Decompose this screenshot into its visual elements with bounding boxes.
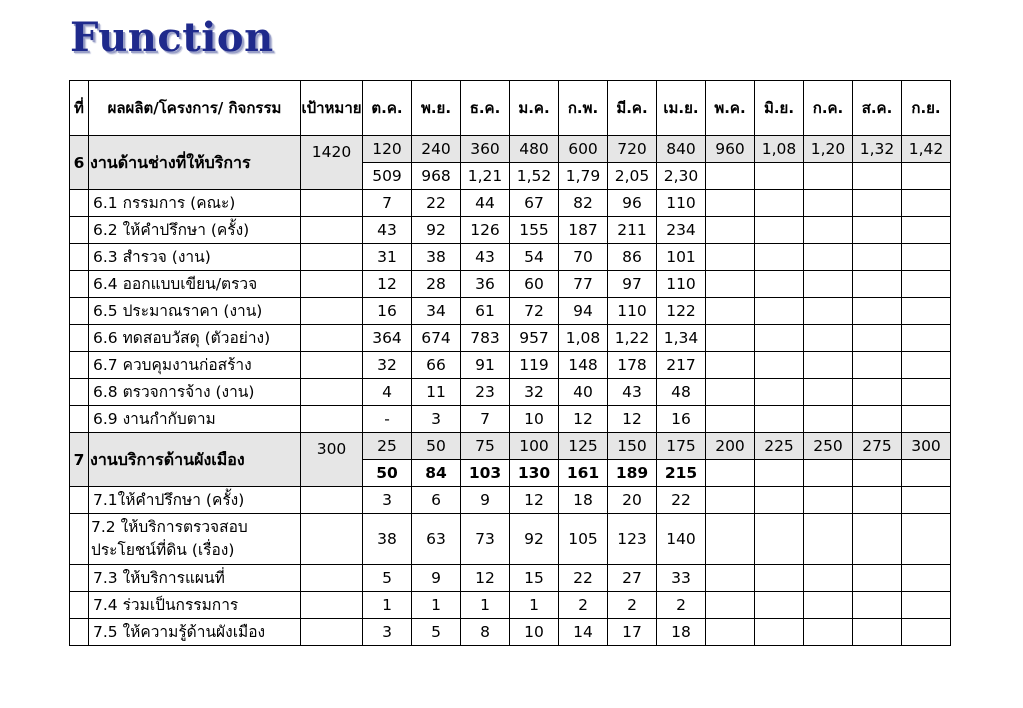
item-label: 7.3 ให้บริการแผนที่	[89, 565, 301, 592]
empty-number-cell	[70, 190, 89, 217]
plan-value-cell: 480	[510, 136, 559, 163]
value-cell: 126	[461, 217, 510, 244]
value-cell: 16	[657, 406, 706, 433]
empty-target-cell	[301, 190, 363, 217]
header-month: ก.ค.	[804, 81, 853, 136]
plan-value-cell: 840	[657, 136, 706, 163]
value-cell	[706, 487, 755, 514]
empty-number-cell	[70, 487, 89, 514]
value-cell	[853, 565, 902, 592]
plan-value-cell: 50	[412, 433, 461, 460]
actual-value-cell	[706, 460, 755, 487]
empty-number-cell	[70, 514, 89, 565]
value-cell: 364	[363, 325, 412, 352]
value-cell	[804, 406, 853, 433]
value-cell	[706, 379, 755, 406]
item-label: 7.4 ร่วมเป็นกรรมการ	[89, 592, 301, 619]
actual-value-cell: 161	[559, 460, 608, 487]
table-row	[70, 487, 951, 514]
plan-value-cell: 1,08	[755, 136, 804, 163]
header-month: ส.ค.	[853, 81, 902, 136]
table-row	[70, 217, 951, 244]
value-cell: 12	[559, 406, 608, 433]
plan-value-cell: 720	[608, 136, 657, 163]
value-cell: 43	[608, 379, 657, 406]
table-row	[70, 592, 951, 619]
header-row	[70, 81, 951, 136]
value-cell: 86	[608, 244, 657, 271]
value-cell: 17	[608, 619, 657, 646]
header-month: ธ.ค.	[461, 81, 510, 136]
value-cell: 38	[363, 514, 412, 565]
value-cell: 94	[559, 298, 608, 325]
table-row	[70, 298, 951, 325]
value-cell	[902, 244, 951, 271]
value-cell: 1,22	[608, 325, 657, 352]
value-cell: 119	[510, 352, 559, 379]
value-cell: 72	[510, 298, 559, 325]
plan-value-cell: 1,32	[853, 136, 902, 163]
header-item: ผลผลิต/โครงการ/ กิจกรรม	[89, 81, 301, 136]
value-cell	[755, 298, 804, 325]
plan-value-cell: 150	[608, 433, 657, 460]
value-cell	[853, 487, 902, 514]
table-row	[70, 325, 951, 352]
value-cell: 23	[461, 379, 510, 406]
empty-target-cell	[301, 244, 363, 271]
value-cell: 66	[412, 352, 461, 379]
value-cell: 40	[559, 379, 608, 406]
value-cell: 123	[608, 514, 657, 565]
value-cell	[853, 514, 902, 565]
header-month: ก.ย.	[902, 81, 951, 136]
item-label: 6.1 กรรมการ (คณะ)	[89, 190, 301, 217]
section-target: 300	[301, 433, 363, 487]
value-cell: 9	[412, 565, 461, 592]
value-cell: 1	[363, 592, 412, 619]
actual-value-cell: 968	[412, 163, 461, 190]
empty-target-cell	[301, 352, 363, 379]
value-cell: 28	[412, 271, 461, 298]
empty-number-cell	[70, 406, 89, 433]
value-cell: 122	[657, 298, 706, 325]
value-cell	[755, 565, 804, 592]
value-cell	[706, 619, 755, 646]
value-cell	[853, 325, 902, 352]
value-cell	[853, 619, 902, 646]
value-cell: 140	[657, 514, 706, 565]
value-cell: 54	[510, 244, 559, 271]
item-label: 7.2 ให้บริการตรวจสอบประโยชน์ที่ดิน (เรื่อง)	[89, 514, 301, 565]
plan-value-cell: 225	[755, 433, 804, 460]
empty-target-cell	[301, 271, 363, 298]
empty-number-cell	[70, 619, 89, 646]
header-month: ม.ค.	[510, 81, 559, 136]
item-label: 7.5 ให้ความรู้ด้านผังเมือง	[89, 619, 301, 646]
section-plan-row	[70, 433, 951, 460]
value-cell: 957	[510, 325, 559, 352]
value-cell	[804, 565, 853, 592]
value-cell	[706, 217, 755, 244]
value-cell: 18	[559, 487, 608, 514]
value-cell: 12	[363, 271, 412, 298]
empty-number-cell	[70, 271, 89, 298]
item-label: 6.7 ควบคุมงานก่อสร้าง	[89, 352, 301, 379]
value-cell	[804, 592, 853, 619]
plan-value-cell: 200	[706, 433, 755, 460]
value-cell: 22	[559, 565, 608, 592]
actual-value-cell	[853, 163, 902, 190]
plan-value-cell: 125	[559, 433, 608, 460]
header-month: เม.ย.	[657, 81, 706, 136]
empty-target-cell	[301, 325, 363, 352]
value-cell: 2	[657, 592, 706, 619]
header-target: เป้าหมาย	[301, 81, 363, 136]
value-cell	[902, 325, 951, 352]
plan-value-cell: 960	[706, 136, 755, 163]
item-label: 6.4 ออกแบบเขียน/ตรวจ	[89, 271, 301, 298]
empty-number-cell	[70, 298, 89, 325]
plan-value-cell: 100	[510, 433, 559, 460]
value-cell	[755, 217, 804, 244]
value-cell: 10	[510, 406, 559, 433]
value-cell: 67	[510, 190, 559, 217]
empty-number-cell	[70, 565, 89, 592]
actual-value-cell: 215	[657, 460, 706, 487]
value-cell: 4	[363, 379, 412, 406]
value-cell: 3	[363, 619, 412, 646]
value-cell: 10	[510, 619, 559, 646]
value-cell: 33	[657, 565, 706, 592]
section-name: งานด้านช่างที่ให้บริการ	[89, 136, 301, 190]
empty-target-cell	[301, 565, 363, 592]
value-cell: 16	[363, 298, 412, 325]
value-cell	[902, 271, 951, 298]
header-no: ที่	[70, 81, 89, 136]
table-row	[70, 565, 951, 592]
value-cell	[902, 619, 951, 646]
value-cell: 110	[608, 298, 657, 325]
value-cell: 43	[363, 217, 412, 244]
value-cell: 27	[608, 565, 657, 592]
value-cell: 15	[510, 565, 559, 592]
value-cell	[755, 592, 804, 619]
value-cell: 12	[608, 406, 657, 433]
value-cell	[804, 514, 853, 565]
value-cell: 1	[510, 592, 559, 619]
plan-value-cell: 120	[363, 136, 412, 163]
value-cell: 11	[412, 379, 461, 406]
value-cell: 82	[559, 190, 608, 217]
value-cell	[804, 244, 853, 271]
empty-number-cell	[70, 217, 89, 244]
value-cell	[755, 244, 804, 271]
actual-value-cell	[902, 163, 951, 190]
value-cell	[804, 487, 853, 514]
plan-value-cell: 300	[902, 433, 951, 460]
actual-value-cell: 189	[608, 460, 657, 487]
value-cell	[755, 190, 804, 217]
value-cell: 5	[412, 619, 461, 646]
value-cell	[755, 406, 804, 433]
table-row	[70, 352, 951, 379]
value-cell: 8	[461, 619, 510, 646]
value-cell	[706, 190, 755, 217]
value-cell	[804, 619, 853, 646]
section-name: งานบริการด้านผังเมือง	[89, 433, 301, 487]
actual-value-cell: 509	[363, 163, 412, 190]
value-cell	[853, 592, 902, 619]
value-cell	[853, 298, 902, 325]
actual-value-cell: 84	[412, 460, 461, 487]
actual-value-cell	[853, 460, 902, 487]
value-cell	[853, 271, 902, 298]
actual-value-cell: 50	[363, 460, 412, 487]
value-cell	[706, 592, 755, 619]
value-cell: 783	[461, 325, 510, 352]
header-month: ก.พ.	[559, 81, 608, 136]
value-cell: 155	[510, 217, 559, 244]
value-cell	[853, 190, 902, 217]
value-cell: 14	[559, 619, 608, 646]
header-month: ต.ค.	[363, 81, 412, 136]
value-cell	[902, 514, 951, 565]
value-cell: 12	[510, 487, 559, 514]
empty-target-cell	[301, 592, 363, 619]
empty-target-cell	[301, 487, 363, 514]
header-month: พ.ค.	[706, 81, 755, 136]
value-cell: 7	[363, 190, 412, 217]
actual-value-cell	[755, 460, 804, 487]
value-cell: 12	[461, 565, 510, 592]
value-cell: 3	[363, 487, 412, 514]
value-cell: 110	[657, 271, 706, 298]
empty-target-cell	[301, 514, 363, 565]
plan-value-cell: 25	[363, 433, 412, 460]
actual-value-cell: 2,30	[657, 163, 706, 190]
plan-value-cell: 1,20	[804, 136, 853, 163]
value-cell	[853, 406, 902, 433]
value-cell: 6	[412, 487, 461, 514]
actual-value-cell	[804, 163, 853, 190]
value-cell	[902, 565, 951, 592]
section-target: 1420	[301, 136, 363, 190]
value-cell	[755, 487, 804, 514]
value-cell	[853, 217, 902, 244]
table-row	[70, 406, 951, 433]
empty-target-cell	[301, 298, 363, 325]
value-cell: 96	[608, 190, 657, 217]
value-cell	[804, 352, 853, 379]
value-cell: 18	[657, 619, 706, 646]
value-cell	[706, 298, 755, 325]
value-cell	[706, 325, 755, 352]
plan-value-cell: 175	[657, 433, 706, 460]
table-row	[70, 514, 951, 565]
empty-target-cell	[301, 379, 363, 406]
item-label: 6.5 ประมาณราคา (งาน)	[89, 298, 301, 325]
value-cell: 97	[608, 271, 657, 298]
section-plan-row	[70, 136, 951, 163]
value-cell: 674	[412, 325, 461, 352]
page-title: Function	[70, 14, 274, 61]
value-cell	[755, 619, 804, 646]
actual-value-cell: 1,52	[510, 163, 559, 190]
value-cell	[902, 379, 951, 406]
value-cell	[902, 298, 951, 325]
item-label: 6.3 สำรวจ (งาน)	[89, 244, 301, 271]
plan-value-cell: 600	[559, 136, 608, 163]
value-cell: 48	[657, 379, 706, 406]
value-cell: 63	[412, 514, 461, 565]
value-cell: 92	[412, 217, 461, 244]
value-cell: 110	[657, 190, 706, 217]
value-cell	[804, 325, 853, 352]
empty-target-cell	[301, 619, 363, 646]
actual-value-cell	[706, 163, 755, 190]
value-cell: 1	[461, 592, 510, 619]
value-cell: 217	[657, 352, 706, 379]
value-cell	[755, 352, 804, 379]
empty-number-cell	[70, 592, 89, 619]
value-cell	[804, 217, 853, 244]
plan-value-cell: 250	[804, 433, 853, 460]
actual-value-cell: 103	[461, 460, 510, 487]
header-month: มี.ค.	[608, 81, 657, 136]
value-cell: 91	[461, 352, 510, 379]
table-row	[70, 379, 951, 406]
empty-target-cell	[301, 217, 363, 244]
plan-value-cell: 275	[853, 433, 902, 460]
value-cell: 148	[559, 352, 608, 379]
value-cell	[755, 271, 804, 298]
value-cell: 60	[510, 271, 559, 298]
value-cell: 2	[559, 592, 608, 619]
value-cell	[706, 565, 755, 592]
value-cell	[902, 592, 951, 619]
value-cell	[902, 487, 951, 514]
header-month: พ.ย.	[412, 81, 461, 136]
table-row	[70, 271, 951, 298]
value-cell: 9	[461, 487, 510, 514]
table-row	[70, 244, 951, 271]
value-cell	[902, 406, 951, 433]
value-cell	[853, 244, 902, 271]
value-cell	[706, 514, 755, 565]
item-label: 6.6 ทดสอบวัสดุ (ตัวอย่าง)	[89, 325, 301, 352]
value-cell	[804, 379, 853, 406]
value-cell	[706, 244, 755, 271]
plan-value-cell: 360	[461, 136, 510, 163]
value-cell: 1	[412, 592, 461, 619]
value-cell: 3	[412, 406, 461, 433]
value-cell	[804, 271, 853, 298]
plan-value-cell: 1,42	[902, 136, 951, 163]
value-cell: 77	[559, 271, 608, 298]
value-cell: 32	[510, 379, 559, 406]
actual-value-cell	[804, 460, 853, 487]
actual-value-cell: 1,79	[559, 163, 608, 190]
function-table	[69, 80, 951, 646]
actual-value-cell: 2,05	[608, 163, 657, 190]
value-cell: 36	[461, 271, 510, 298]
section-number: 7	[70, 433, 89, 487]
value-cell: 92	[510, 514, 559, 565]
value-cell: 22	[412, 190, 461, 217]
value-cell	[902, 190, 951, 217]
value-cell	[755, 514, 804, 565]
value-cell: 1,34	[657, 325, 706, 352]
value-cell: 234	[657, 217, 706, 244]
value-cell	[706, 406, 755, 433]
value-cell	[902, 217, 951, 244]
value-cell	[804, 190, 853, 217]
value-cell	[706, 352, 755, 379]
actual-value-cell: 1,21	[461, 163, 510, 190]
empty-number-cell	[70, 352, 89, 379]
value-cell: 32	[363, 352, 412, 379]
plan-value-cell: 75	[461, 433, 510, 460]
empty-number-cell	[70, 379, 89, 406]
table-row	[70, 190, 951, 217]
value-cell	[902, 352, 951, 379]
section-number: 6	[70, 136, 89, 190]
plan-value-cell: 240	[412, 136, 461, 163]
value-cell: 5	[363, 565, 412, 592]
item-label: 6.9 งานกำกับตาม	[89, 406, 301, 433]
value-cell: 187	[559, 217, 608, 244]
value-cell: -	[363, 406, 412, 433]
value-cell	[853, 352, 902, 379]
value-cell: 22	[657, 487, 706, 514]
value-cell: 1,08	[559, 325, 608, 352]
value-cell: 73	[461, 514, 510, 565]
empty-target-cell	[301, 406, 363, 433]
item-label: 7.1ให้คำปรึกษา (ครั้ง)	[89, 487, 301, 514]
actual-value-cell: 130	[510, 460, 559, 487]
actual-value-cell	[755, 163, 804, 190]
value-cell: 105	[559, 514, 608, 565]
value-cell: 101	[657, 244, 706, 271]
value-cell: 211	[608, 217, 657, 244]
item-label: 6.2 ให้คำปรึกษา (ครั้ง)	[89, 217, 301, 244]
header-month: มิ.ย.	[755, 81, 804, 136]
actual-value-cell	[902, 460, 951, 487]
value-cell: 44	[461, 190, 510, 217]
value-cell: 7	[461, 406, 510, 433]
item-label: 6.8 ตรวจการจ้าง (งาน)	[89, 379, 301, 406]
value-cell	[804, 298, 853, 325]
value-cell	[853, 379, 902, 406]
value-cell	[755, 325, 804, 352]
value-cell: 178	[608, 352, 657, 379]
value-cell: 43	[461, 244, 510, 271]
value-cell: 2	[608, 592, 657, 619]
value-cell: 38	[412, 244, 461, 271]
value-cell	[706, 271, 755, 298]
value-cell: 61	[461, 298, 510, 325]
value-cell: 20	[608, 487, 657, 514]
value-cell: 31	[363, 244, 412, 271]
value-cell	[755, 379, 804, 406]
value-cell: 70	[559, 244, 608, 271]
empty-number-cell	[70, 325, 89, 352]
empty-number-cell	[70, 244, 89, 271]
table-row	[70, 619, 951, 646]
value-cell: 34	[412, 298, 461, 325]
